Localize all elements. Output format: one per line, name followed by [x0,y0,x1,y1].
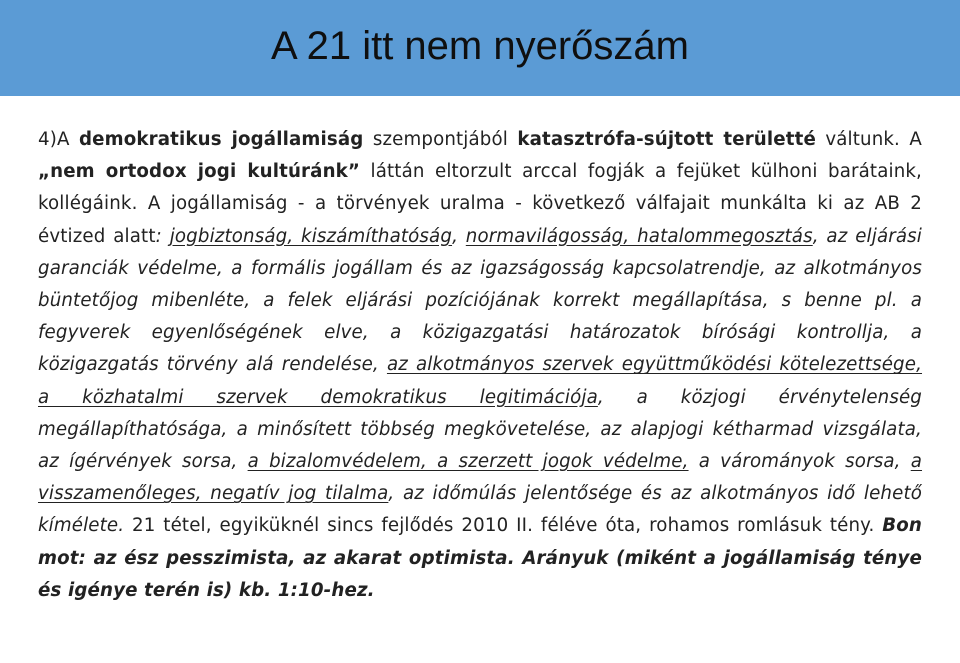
slide-title: A 21 itt nem nyerőszám [271,24,689,68]
text-segment: normavilágosság, hatalommegosztás [465,225,813,247]
text-segment: 4)A [38,129,79,150]
text-segment: a várományok sorsa, [688,451,911,473]
text-segment: , a közjogi érvénytelenség megállapíthatósága, a minősített többség megkövetelése, az alapjogi kétharmad vizsgálata, az ígérvények sorsa, [38,386,922,473]
text-segment: : [155,225,170,247]
text-segment: demokratikus jogállamiság [78,129,364,150]
text-segment: „nem ortodox jogi kultúránk” [38,161,361,183]
text-segment: jogbiztonság, kiszámíthatóság [169,225,453,247]
body-paragraph [38,124,922,607]
text-segment: 21 tétel, egyiküknél sincs fejlődés 2010 II. féléve óta, rohamos romlásuk tény. [124,515,883,537]
text-segment: , az időmúlás jelentősége és az alkotmányos idő lehető kímélete. [38,483,922,537]
text-segment: , az eljárási garanciák védelme, a formális jogállam és az igazságosság kapcsolatrendje, az alkotmányos büntetőjog mibenléte, a felek eljárási pozíciójának korrekt megállapítása, s benne pl. a fegyverek egyenlőségének elve, a közigazgatási határozatok bírósági kontrollja, a közigazgatás törvény alá rendelése, [38,225,923,376]
text-segment: szempontjából [363,129,518,150]
text-segment: a visszamenőleges, negatív jog tilalma [38,451,923,505]
text-segment: a bizalomvédelem, a szerzett jogok védelme, [247,451,689,473]
text-segment: láttán eltorzult arccal fogják a fejüket [360,161,751,183]
text-segment: váltunk. A [815,129,922,150]
text-segment: Bon mot: az ész pesszimista, az akarat optimista. Arányuk (miként a jogállamiság ténye és igénye terén is) kb. 1:10-hez. [38,515,922,601]
text-segment: az alkotmányos szervek együttműködési kötelezettsége, a közhatalmi szervek demokratikus legitimációja [38,354,923,408]
text-segment: katasztrófa-sújtott területté [517,129,816,150]
text-segment: külhoni barátaink, kollégáink. A jogállamiság - a törvények uralma - következő válfajait munkálta ki az AB 2 évtized alatt [38,161,922,247]
text-segment: , [452,225,466,247]
